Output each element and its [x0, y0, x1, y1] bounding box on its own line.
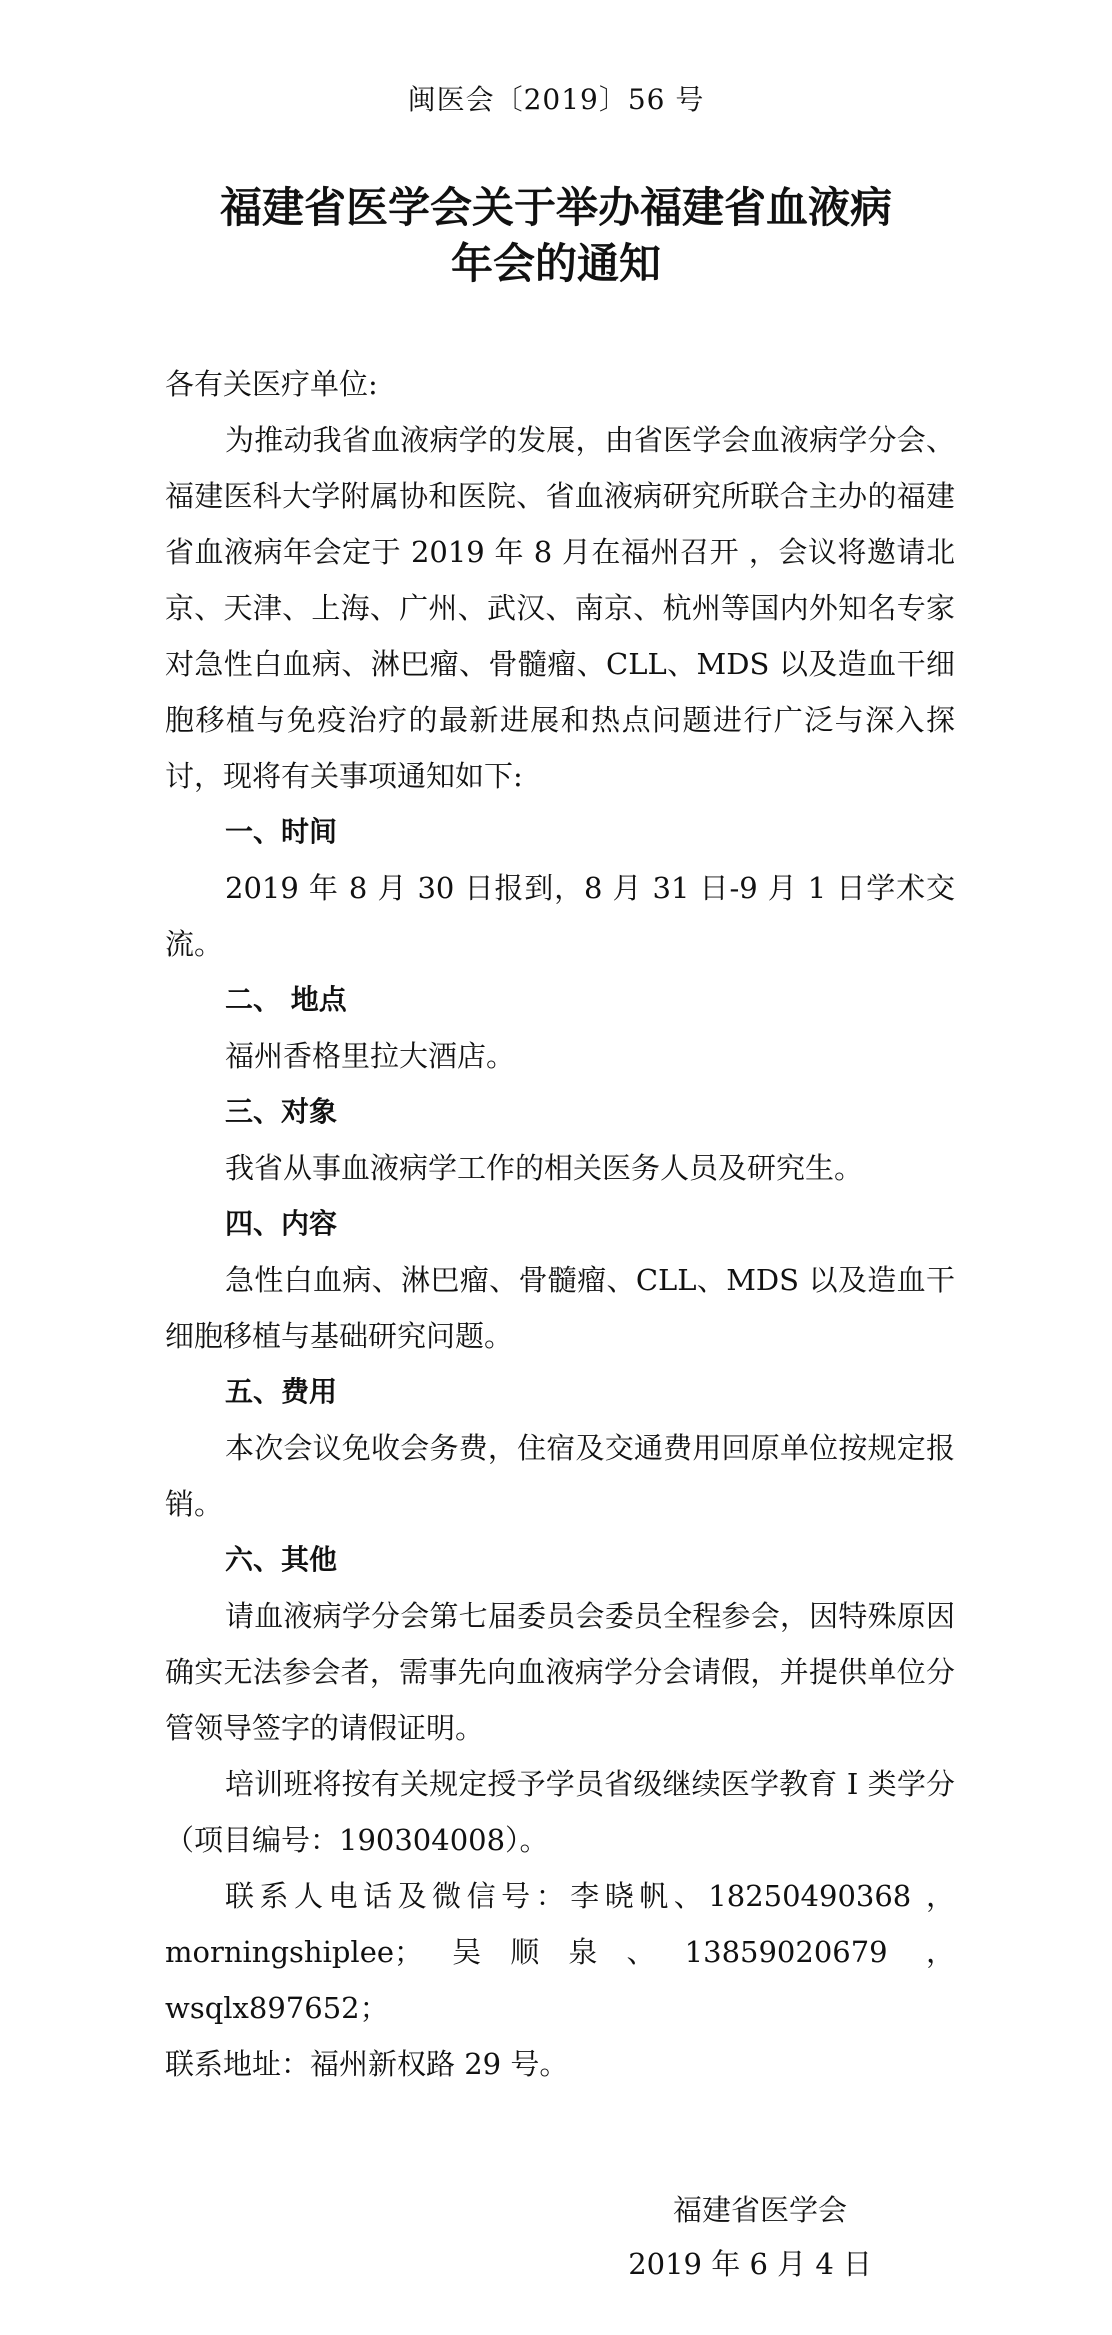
section-heading-audience: 三、对象: [225, 1095, 338, 1128]
section-paragraph: 我省从事血液病学工作的相关医务人员及研究生。: [225, 1151, 864, 1185]
document-number: 闽医会〔2019〕56 号: [407, 83, 705, 116]
section-paragraph: 福州香格里拉大酒店。: [225, 1039, 516, 1073]
intro-paragraph: 为推动我省血液病学的发展，由省医学会血液病学分会、福建医科大学附属协和医院、省血液病研究所联合主办的福建省血液病年会定于 2019 年 8 月在福州召开 ，会议将邀请北京、天津、上海、广州、武汉、南京、杭州等国内外知名专家对急性白血病、淋巴瘤、骨髓瘤、CLL、MDS 以及造血干细胞移植与免疫治疗的最新进展和热点问题进行广泛与深入探讨，现将有关事项通知如下:: [165, 423, 955, 793]
section-paragraph: 本次会议免收会务费，住宿及交通费用回原单位按规定报销。: [165, 1431, 955, 1521]
contact-paragraph: 联系人电话及微信号：李晓帆、18250490368 ，morningshiplee；吴顺泉、13859020679 ，wsqlx897652；: [165, 1879, 955, 2025]
section-paragraph: 急性白血病、淋巴瘤、骨髓瘤、CLL、MDS 以及造血干细胞移植与基础研究问题。: [165, 1263, 955, 1353]
title-line-1: 福建省医学会关于举办福建省血液病: [219, 183, 892, 232]
section-heading-location: 二、 地点: [225, 983, 347, 1016]
signature-organization: 福建省医学会: [672, 2193, 847, 2227]
contact-address: 联系地址：福州新权路 29 号。: [165, 2047, 569, 2081]
section-paragraph: 培训班将按有关规定授予学员省级继续医学教育 I 类学分（项目编号：190304008）。: [165, 1767, 955, 1857]
signature-date: 2019 年 6 月 4 日: [628, 2247, 872, 2281]
document-title: [0, 180, 1112, 292]
salutation: 各有关医疗单位:: [165, 367, 378, 401]
section-heading-content: 四、内容: [225, 1207, 338, 1240]
section-paragraph: 请血液病学分会第七届委员会委员全程参会，因特殊原因确实无法参会者，需事先向血液病学分会请假，并提供单位分管领导签字的请假证明。: [165, 1599, 955, 1745]
section-heading-time: 一、时间: [225, 815, 338, 848]
document-body: [165, 356, 955, 2092]
section-heading-other: 六、其他: [225, 1543, 338, 1576]
section-paragraph: 2019 年 8 月 30 日报到，8 月 31 日-9 月 1 日学术交流。: [165, 871, 955, 961]
title-line-2: 年会的通知: [450, 239, 661, 288]
section-heading-fees: 五、费用: [225, 1375, 338, 1408]
